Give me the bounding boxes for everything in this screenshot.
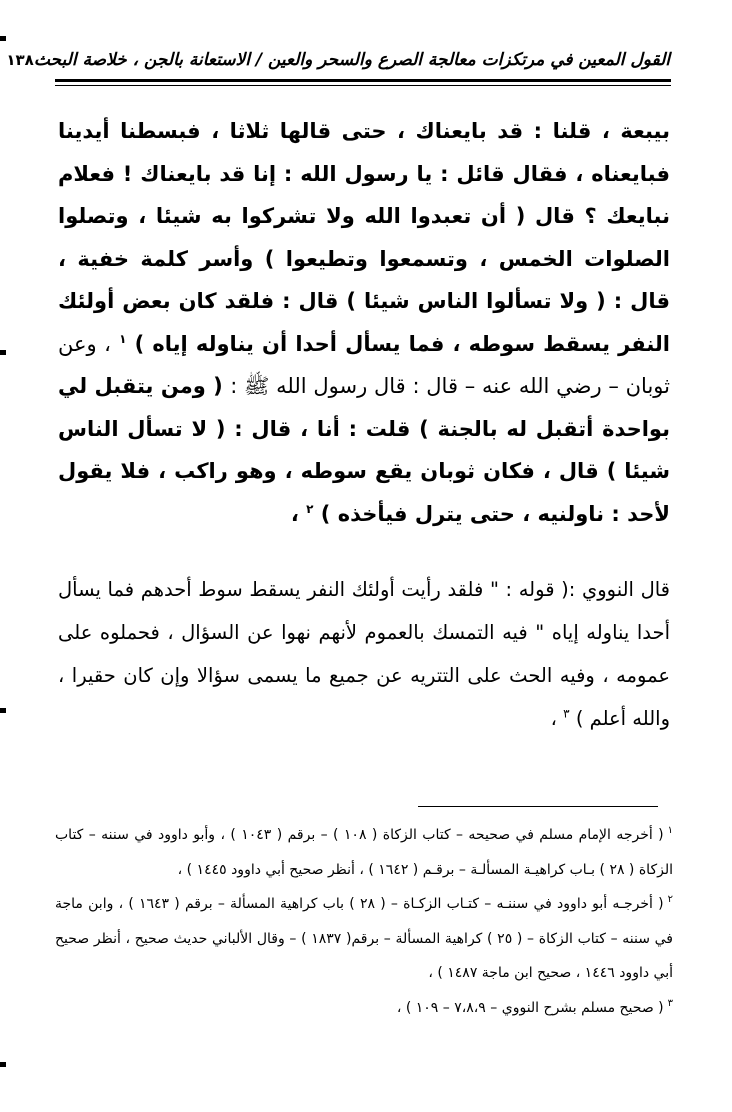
footnote-text: ( أخرجه الإمام مسلم في صحيحه – كتاب الزكاة ( ١٠٨ ) – برقم ( ١٠٤٣ ) ، وأبو داوود في سننه – كتاب الزكاة ( ٢٨ ) بـاب كراهيـة المسألـة – برقـم ( ١٦٤٢ ) ، أنظر صحيح أبي داوود ١٤٤٥ ) ، xyxy=(55,827,673,878)
footnote-text: ( صحيح مسلم بشرح النووي – ٧،٨،٩ – ١٠٩ ) ، xyxy=(396,999,664,1016)
footnote-ref-2: ٢ xyxy=(306,501,314,516)
footnote-text: ( أخرجـه أبو داوود في سننـه – كتـاب الزكـاة – ( ٢٨ ) باب كراهية المسألة – برقم ( ١٦٤٣ ) ، وابن ماجة في سننه – كتاب الزكاة – ( ٢٥ ) كراهية المسألة – برقم( ١٨٣٧ ) – وقال الألباني حديث صحيح ، أنظر صحيح أبي داوود ١٤٤٦ ، صحيح ابن ماجة ١٤٨٧ ) ، xyxy=(55,896,673,981)
page-edge-mark xyxy=(0,350,6,355)
nawawi-quote-paragraph xyxy=(58,568,670,740)
nawawi-quote-text: قال النووي :( قوله : " فلقد رأيت أولئك النفر يسقط سوط أحدهم فما يسأل أحدا يناوله إياه " فيه التمسك بالعموم لأنهم نهوا عن السؤال ، فحملوه على عمومه ، وفيه الحث على التتريه عن جميع ما يسمى سؤالا وإن كان حقيرا ، والله أعلم ) xyxy=(58,578,670,730)
page-edge-mark xyxy=(0,708,6,713)
hadith-paragraph xyxy=(58,110,670,535)
page-number: ١٣٨ xyxy=(6,51,34,69)
paragraph-end-mark: ، xyxy=(290,501,299,526)
body-text xyxy=(58,110,670,730)
footnote-separator xyxy=(418,806,658,807)
page-edge-mark xyxy=(0,1062,6,1067)
footnote-number: ٢ xyxy=(667,894,673,906)
hadith-text-part-2: ( ومن يتقبل لي بواحدة أتقبل له بالجنة ) قلت : أنا ، قال : ( لا تسأل الناس شيئا ) قال ، فكان ثوبان يقع سوطه ، وهو راكب ، فلا يقول لأحد : ناولنيه ، حتى يترل فيأخذه ) xyxy=(58,374,670,526)
footnote-1 xyxy=(55,818,673,887)
footnotes-section xyxy=(55,818,673,1025)
footnote-ref-3: ٣ xyxy=(563,706,570,721)
hadith-text-part-1: بيبعة ، قلنا : قد بايعناك ، حتى قالها ثلاثا ، فبسطنا أيدينا فبايعناه ، فقال قائل : يا رسول الله : إنا قد بايعناك ! فعلام نبايعك ؟ قال ( أن تعبدوا الله ولا تشركوا به شيئا ، وتصلوا الصلوات الخمس ، وتسمعوا وتطيعوا ) وأسر كلمة خفية ، قال : ( ولا تسألوا الناس شيئا ) قال : فلقد كان بعض أولئك النفر يسقط سوطه ، فما يسأل أحدا أن يناوله إياه ) xyxy=(58,119,670,356)
narration-intro: ، وعن ثوبان – رضي الله عنه – قال : قال رسول الله ﷺ : xyxy=(58,331,670,398)
footnote-number: ١ xyxy=(667,825,674,837)
footnote-ref-1: ١ xyxy=(119,331,127,346)
footnote-2 xyxy=(55,887,673,991)
header-rule-thin xyxy=(55,85,671,86)
running-header-title: القول المعين في مرتكزات معالجة الصرع والسحر والعين / الاستعانة بالجن ، خلاصة البحث xyxy=(33,50,670,70)
footnote-number: ٣ xyxy=(667,997,673,1009)
header-rule-thick xyxy=(55,79,671,82)
page-edge-mark xyxy=(0,36,6,41)
running-header xyxy=(6,44,670,76)
footnote-3 xyxy=(55,991,673,1026)
paragraph-end-mark: ، xyxy=(550,707,557,730)
